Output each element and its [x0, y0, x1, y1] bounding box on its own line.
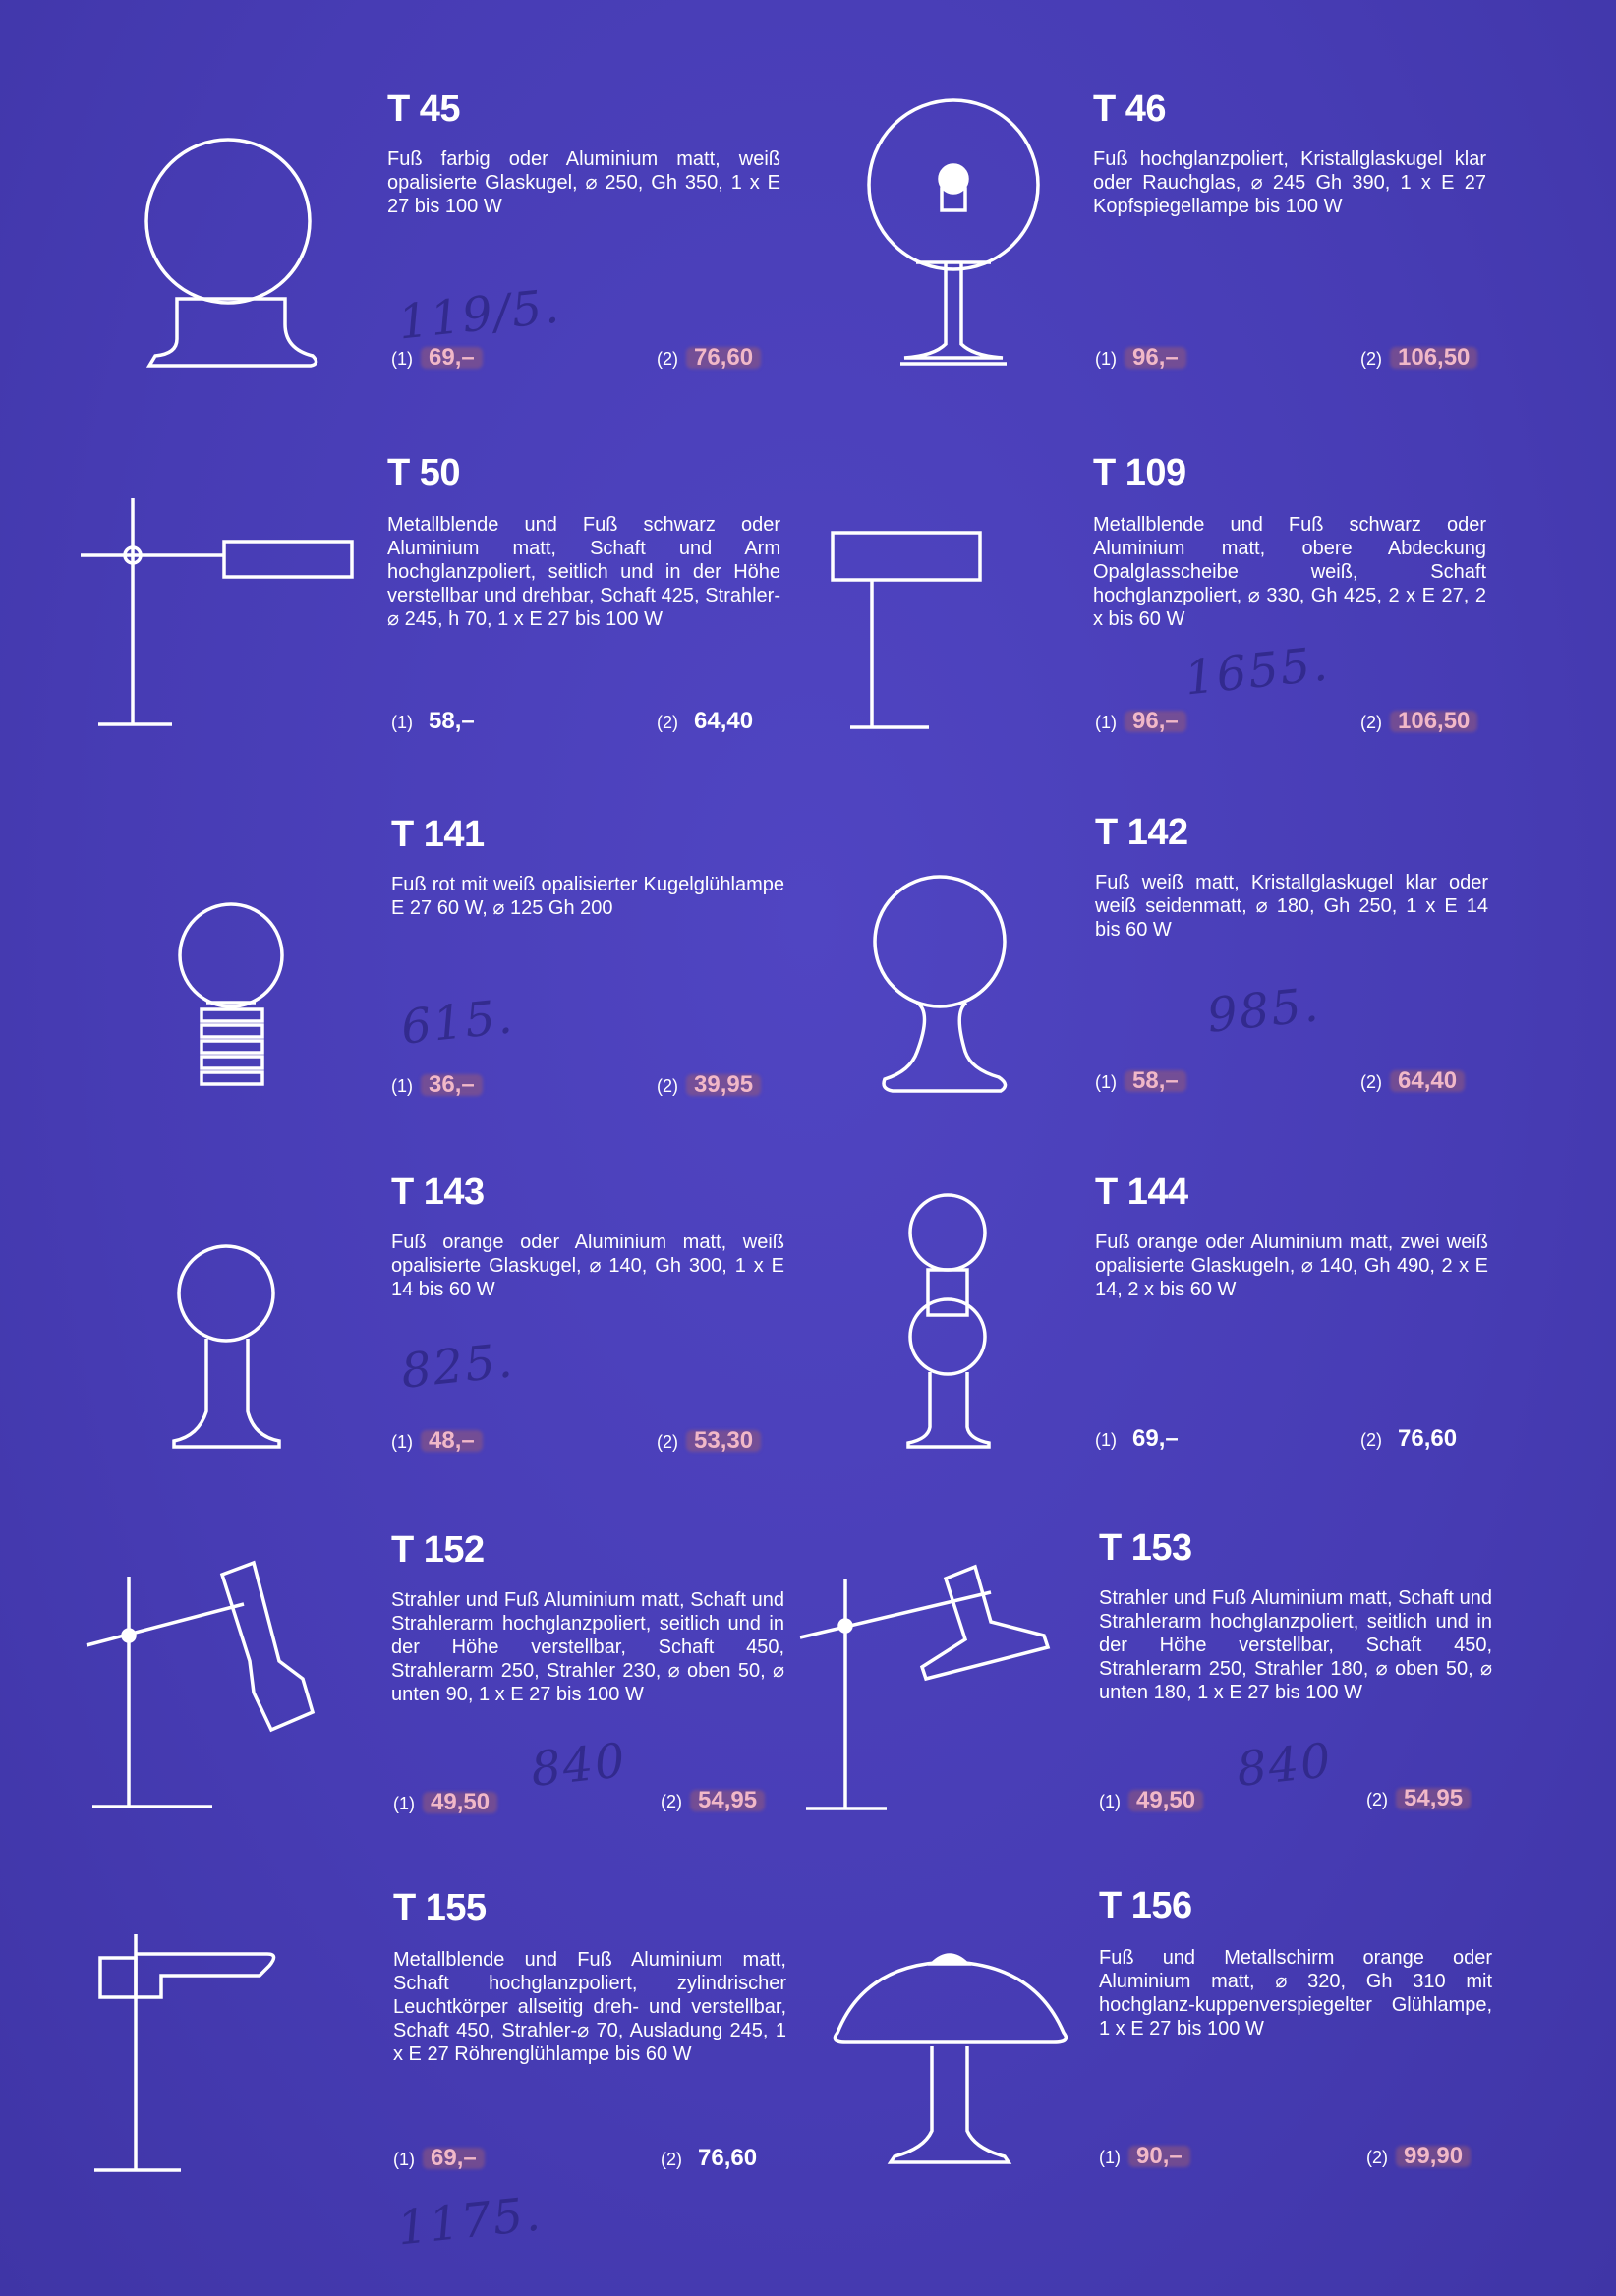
price-1: [1095, 708, 1179, 735]
product-description: Fuß rot mit weiß opalisierter Kugelglühlampe E 27 60 W, ⌀ 125 Gh 200: [391, 874, 784, 919]
product-code: T 109: [1093, 452, 1186, 493]
price-value: 69,–: [1132, 1425, 1179, 1452]
price-tag: (1): [391, 713, 413, 732]
price-tag: (2): [1360, 349, 1382, 369]
price-value: 64,40: [1398, 1067, 1458, 1094]
handwritten-note: 119/5.: [395, 278, 564, 351]
product-code: T 142: [1095, 812, 1188, 853]
price-value: 49,50: [431, 1789, 491, 1815]
price-tag: (2): [661, 2150, 682, 2169]
price-tag: (2): [657, 349, 678, 369]
lamp-t144-illustration: [902, 1193, 1001, 1451]
price-tag: (1): [1095, 713, 1117, 732]
handwritten-note: 1655.: [1182, 636, 1332, 707]
price-value: 49,50: [1136, 1787, 1196, 1813]
price-1: [391, 344, 475, 372]
product-description: Fuß orange oder Aluminium matt, zwei weiß opalisierte Glaskugeln, ⌀ 140, Gh 490, 2 x E 14, 2 x bis 60 W: [1095, 1232, 1488, 1300]
handwritten-note: 825.: [398, 1333, 517, 1400]
price-value: 76,60: [694, 344, 754, 371]
price-tag: (1): [393, 1794, 415, 1813]
price-tag: (1): [1095, 1430, 1117, 1450]
price-2: [657, 708, 753, 735]
handwritten-note: 985.: [1204, 977, 1323, 1044]
price-2: [1360, 344, 1470, 372]
price-2: [1360, 708, 1470, 735]
price-tag: (1): [1095, 1072, 1117, 1092]
price-1: [393, 2145, 477, 2172]
price-tag: (2): [1360, 1072, 1382, 1092]
product-code: T 50: [387, 452, 461, 493]
product-code: T 45: [387, 88, 461, 130]
price-value: 106,50: [1398, 708, 1471, 734]
product-description: Strahler und Fuß Aluminium matt, Schaft und Strahlerarm hochglanzpoliert, seitlich und in der Höhe verstellbar, Schaft 450, Strahlerarm 250, Strahler 230, ⌀ oben 50, ⌀ unten 90, 1 x E 27 bis 100 W: [391, 1589, 784, 1705]
lamp-t155-illustration: [92, 1926, 279, 2174]
price-tag: (2): [657, 713, 678, 732]
product-description: Fuß orange oder Aluminium matt, weiß opalisierte Glaskugel, ⌀ 140, Gh 300, 1 x E 14 bis 60 W: [391, 1232, 784, 1300]
price-tag: (1): [1099, 2148, 1121, 2167]
product-code: T 155: [393, 1887, 487, 1928]
product-description: Fuß weiß matt, Kristallglaskugel klar oder weiß seidenmatt, ⌀ 180, Gh 250, 1 x E 14 bis 60 W: [1095, 872, 1488, 941]
price-value: 58,–: [1132, 1067, 1179, 1094]
product-code: T 143: [391, 1172, 485, 1213]
price-2: [1366, 2143, 1463, 2170]
price-tag: (1): [391, 1076, 413, 1096]
price-1: [391, 1071, 475, 1099]
price-1: [391, 708, 475, 735]
price-value: 106,50: [1398, 344, 1471, 371]
product-code: T 46: [1093, 88, 1167, 130]
price-tag: (2): [1366, 2148, 1388, 2167]
price-value: 53,30: [694, 1427, 754, 1454]
price-tag: (1): [393, 2150, 415, 2169]
product-description: Fuß farbig oder Aluminium matt, weiß opalisierte Glaskugel, ⌀ 250, Gh 350, 1 x E 27 bis 100 W: [387, 148, 780, 217]
price-value: 76,60: [1398, 1425, 1458, 1452]
price-tag: (1): [391, 1432, 413, 1452]
product-code: T 153: [1099, 1527, 1192, 1569]
price-value: 54,95: [1404, 1785, 1464, 1811]
lamp-t141-illustration: [177, 906, 285, 1095]
price-value: 96,–: [1132, 344, 1179, 371]
price-1: [1095, 344, 1179, 372]
price-tag: (1): [391, 349, 413, 369]
price-value: 48,–: [429, 1427, 475, 1454]
price-value: 69,–: [431, 2145, 477, 2171]
product-code: T 152: [391, 1529, 485, 1571]
price-tag: (1): [1095, 349, 1117, 369]
price-value: 64,40: [694, 708, 754, 734]
price-tag: (2): [1360, 713, 1382, 732]
price-value: 76,60: [698, 2145, 758, 2171]
handwritten-note: 1175.: [394, 2186, 545, 2257]
price-2: [657, 344, 753, 372]
price-tag: (1): [1099, 1792, 1121, 1811]
product-description: Metallblende und Fuß schwarz oder Aluminium matt, Schaft und Arm hochglanzpoliert, seitlich und in der Höhe verstellbar und drehbar, Schaft 425, Strahler-⌀ 245, h 70, 1 x E 27 bis 100 W: [387, 514, 780, 630]
price-tag: (2): [657, 1432, 678, 1452]
handwritten-note: 840: [1234, 1733, 1336, 1798]
product-code: T 141: [391, 814, 485, 855]
lamp-t153-illustration: [798, 1557, 1054, 1812]
lamp-t143-illustration: [169, 1244, 287, 1451]
product-description: Fuß und Metallschirm orange oder Aluminium matt, ⌀ 320, Gh 310 mit hochglanz-kuppenverspiegelter Glühlampe, 1 x E 27 bis 100 W: [1099, 1947, 1492, 2039]
price-1: [391, 1427, 475, 1455]
price-1: [1099, 1787, 1195, 1814]
price-1: [1095, 1425, 1179, 1453]
price-2: [1366, 1785, 1463, 1812]
price-tag: (2): [657, 1076, 678, 1096]
price-value: 58,–: [429, 708, 475, 734]
handwritten-note: 840: [528, 1733, 630, 1798]
lamp-t142-illustration: [873, 875, 1010, 1097]
handwritten-note: 615.: [398, 989, 517, 1056]
price-value: 90,–: [1136, 2143, 1183, 2169]
product-code: T 144: [1095, 1172, 1188, 1213]
price-2: [661, 2145, 757, 2172]
price-value: 54,95: [698, 1787, 758, 1813]
lamp-t109-illustration: [831, 531, 988, 737]
price-2: [1360, 1425, 1457, 1453]
price-value: 96,–: [1132, 708, 1179, 734]
product-description: Fuß hochglanzpoliert, Kristallglaskugel klar oder Rauchglas, ⌀ 245 Gh 390, 1 x E 27 Kopfspiegellampe bis 100 W: [1093, 148, 1486, 217]
price-2: [657, 1427, 753, 1455]
price-value: 69,–: [429, 344, 475, 371]
price-2: [661, 1787, 757, 1814]
price-2: [1360, 1067, 1457, 1095]
lamp-t45-illustration: [138, 138, 334, 373]
price-1: [393, 1789, 490, 1816]
price-value: 36,–: [429, 1071, 475, 1098]
product-code: T 156: [1099, 1885, 1192, 1926]
price-tag: (2): [1360, 1430, 1382, 1450]
price-tag: (2): [1366, 1790, 1388, 1809]
product-description: Strahler und Fuß Aluminium matt, Schaft und Strahlerarm hochglanzpoliert, seitlich und in der Höhe verstellbar, Schaft 450, Strahlerarm 250, Strahler 180, ⌀ oben 50, ⌀ unten 180, 1 x E 27 bis 100 W: [1099, 1587, 1492, 1703]
price-1: [1099, 2143, 1183, 2170]
price-2: [657, 1071, 753, 1099]
lamp-t46-illustration: [855, 98, 1052, 373]
lamp-t50-illustration: [79, 496, 364, 732]
product-description: Metallblende und Fuß schwarz oder Aluminium matt, obere Abdeckung Opalglasscheibe weiß, Schaft hochglanzpoliert, ⌀ 330, Gh 425, 2 x E 27, 2 x bis 60 W: [1093, 514, 1486, 630]
lamp-t156-illustration: [826, 1944, 1071, 2170]
price-value: 39,95: [694, 1071, 754, 1098]
lamp-t152-illustration: [85, 1555, 311, 1812]
product-description: Metallblende und Fuß Aluminium matt, Schaft hochglanzpoliert, zylindrischer Leuchtkörper allseitig dreh- und verstellbar, Schaft 450, Strahler-⌀ 70, Ausladung 245, 1 x E 27 Röhrenglühlampe bis 60 W: [393, 1949, 786, 2065]
price-value: 99,90: [1404, 2143, 1464, 2169]
price-1: [1095, 1067, 1179, 1095]
price-tag: (2): [661, 1792, 682, 1811]
